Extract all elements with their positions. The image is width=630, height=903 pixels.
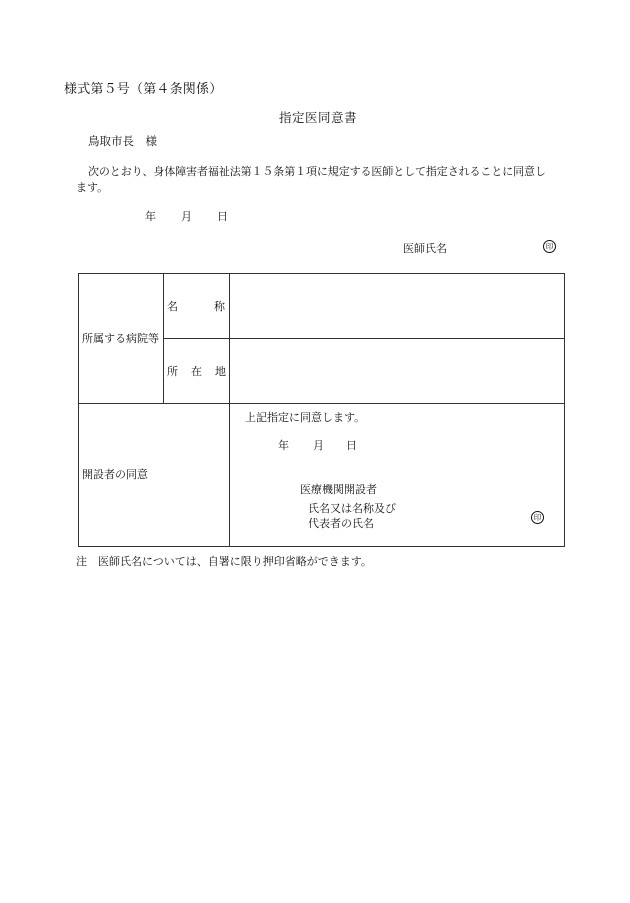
document-title: 指定医同意書 <box>279 110 358 125</box>
consent-date-day: 日 <box>346 439 357 452</box>
consent-date-month: 月 <box>313 439 324 452</box>
location-label-char1: 所 <box>167 365 178 378</box>
location-label-char2: 在 <box>191 365 202 378</box>
founder-label: 医療機関開設者 <box>300 483 377 496</box>
founder-name-line2: 代表者の氏名 <box>308 517 374 530</box>
founder-name-line1: 氏名又は名称及び <box>308 502 396 515</box>
date-day-label: 日 <box>217 210 228 223</box>
table-border-right <box>564 273 565 547</box>
table-divider-section <box>78 403 565 404</box>
body-text-line1: 次のとおり、身体障害者福祉法第１５条第１項に規定する医師として指定されることに同意し <box>88 165 546 178</box>
form-number: 様式第５号（第４条関係） <box>64 82 223 97</box>
consent-text: 上記指定に同意します。 <box>245 411 366 424</box>
footnote: 注 医師氏名については、自署に限り押印省略ができます。 <box>76 555 372 568</box>
seal-icon: 印 <box>543 240 556 253</box>
table-border-left <box>78 273 79 547</box>
founder-consent-label: 開設者の同意 <box>82 468 148 481</box>
affiliation-label: 所属する病院等 <box>82 332 159 345</box>
table-divider-col2 <box>229 273 230 547</box>
founder-seal-icon: 印 <box>531 511 544 524</box>
table-border-bottom <box>78 546 565 547</box>
doctor-name-label: 医師氏名 <box>403 242 447 255</box>
location-label-char3: 地 <box>215 365 226 378</box>
table-divider-col1 <box>163 273 164 404</box>
consent-date-year: 年 <box>278 439 289 452</box>
name-label-char1: 名 <box>167 300 178 313</box>
table-border-top <box>78 273 565 274</box>
body-text-line2: ます。 <box>76 181 109 194</box>
table-divider-row <box>163 338 565 339</box>
name-label-char2: 称 <box>214 300 225 313</box>
addressee: 鳥取市長 様 <box>88 134 157 148</box>
date-year-label: 年 <box>145 210 156 223</box>
date-month-label: 月 <box>181 210 192 223</box>
